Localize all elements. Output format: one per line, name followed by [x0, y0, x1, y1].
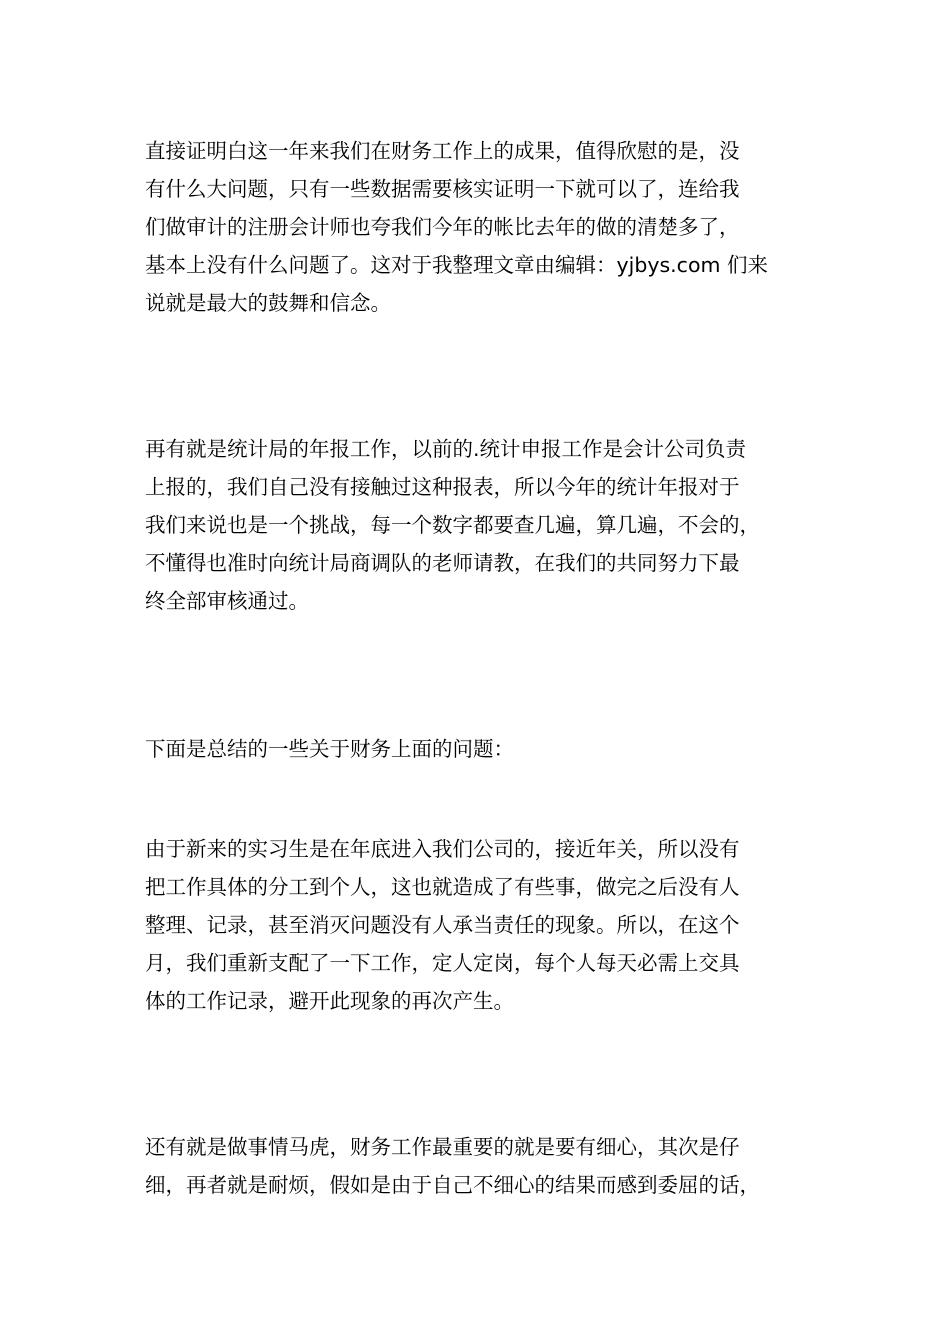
text-line: 们做审计的注册会计师也夸我们今年的帐比去年的做的清楚多了，	[145, 215, 740, 239]
text-line: 月，我们重新支配了一下工作，定人定岗，每个人每天必需上交具	[145, 951, 740, 975]
text-line: 不懂得也准时向统计局商调队的老师请教，在我们的共同努力下最	[145, 551, 740, 575]
text-line: 细，再者就是耐烦，假如是由于自己不细心的结果而感到委屈的话，	[145, 1173, 760, 1197]
text-line: 有什么大问题，只有一些数据需要核实证明一下就可以了，连给我	[145, 177, 740, 201]
paragraph-issues-intro	[145, 730, 514, 768]
text-line: 我们来说也是一个挑战，每一个数字都要查几遍，算几遍，不会的，	[145, 513, 760, 537]
text-line: 由于新来的实习生是在年底进入我们公司的，接近年关，所以没有	[145, 837, 740, 861]
text-line: 说就是最大的鼓舞和信念。	[145, 291, 391, 315]
text-line: 把工作具体的分工到个人，这也就造成了有些事，做完之后没有人	[145, 875, 740, 899]
text-line: 终全部审核通过。	[145, 589, 309, 613]
text-line: 直接证明白这一年来我们在财务工作上的成果，值得欣慰的是，没	[145, 139, 740, 163]
text-line: 再有就是统计局的年报工作，以前的.统计申报工作是会计公司负责	[145, 437, 747, 461]
text-line: 整理、记录，甚至消灭问题没有人承当责任的现象。所以，在这个	[145, 913, 740, 937]
paragraph-financial-results	[145, 132, 768, 322]
text-line: 体的工作记录，避开此现象的再次产生。	[145, 989, 514, 1013]
text-line: 基本上没有什么问题了。这对于我整理文章由编辑：yjbys.com 们来	[145, 253, 768, 277]
paragraph-carelessness	[145, 1128, 760, 1204]
text-line: 还有就是做事情马虎，财务工作最重要的就是要有细心，其次是仔	[145, 1135, 740, 1159]
paragraph-intern-assignment	[145, 830, 740, 1020]
text-line: 下面是总结的一些关于财务上面的问题：	[145, 737, 514, 761]
paragraph-statistics-report	[145, 430, 760, 620]
text-line: 上报的，我们自己没有接触过这种报表，所以今年的统计年报对于	[145, 475, 740, 499]
